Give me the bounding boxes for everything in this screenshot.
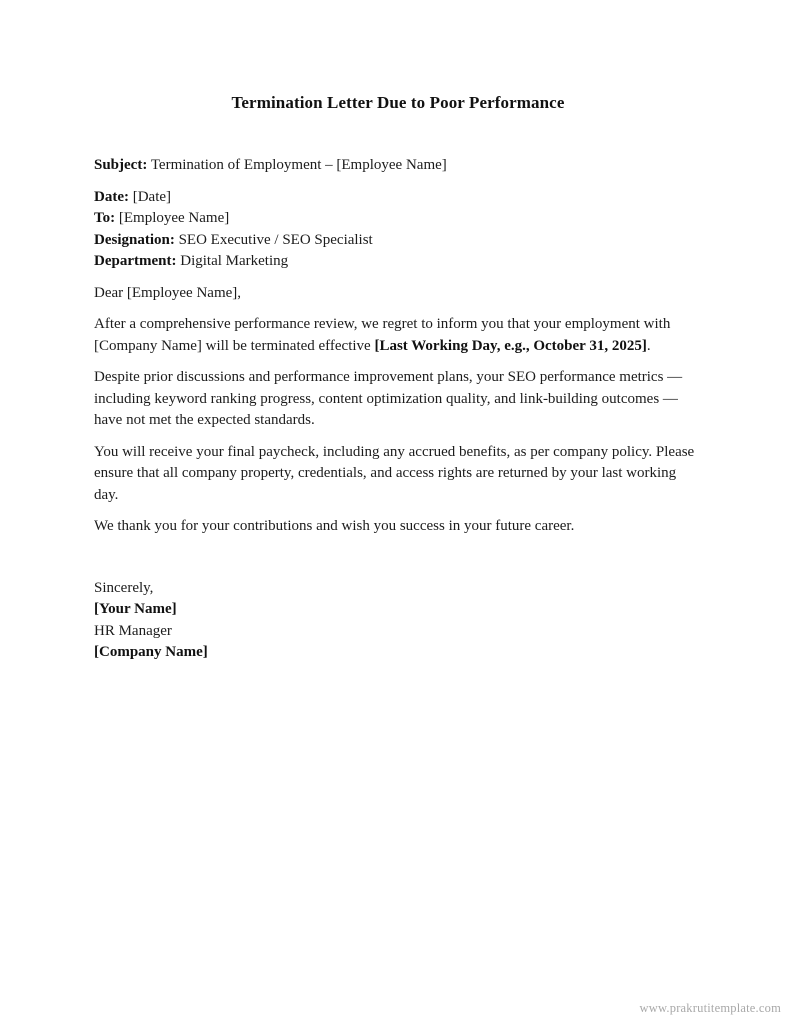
- meta-block: [94, 187, 702, 273]
- signature-company: [Company Name]: [94, 644, 208, 660]
- signature-closing: Sincerely,: [94, 579, 154, 596]
- paragraph-performance: Despite prior discussions and performance improvement plans, your SEO performance metrics — including keyword ranking progress, content optimization quality, and link-building outcomes — have not met the expected standards.: [94, 369, 683, 428]
- footer-url: www.prakrutitemplate.com: [639, 1001, 781, 1015]
- paragraph-termination: [94, 314, 702, 357]
- letter-content: [94, 0, 702, 664]
- subject-line: [94, 155, 702, 177]
- last-working-day-bold: [Last Working Day, e.g., October 31, 2025]: [374, 337, 647, 354]
- to-value: [Employee Name]: [118, 210, 230, 226]
- letter-title: Termination Letter Due to Poor Performance: [231, 93, 565, 112]
- designation-line: [94, 230, 702, 252]
- paragraph-termination-period: .: [646, 337, 651, 354]
- subject-label: Subject:: [94, 157, 148, 173]
- date-label: Date:: [94, 188, 129, 205]
- to-line: [94, 208, 702, 230]
- paragraph-paycheck: You will receive your final paycheck, including any accrued benefits, as per company policy. Please ensure that all company property, credentials, and access rights are returned by your last working day.: [94, 443, 695, 503]
- department-line: [94, 251, 702, 273]
- signature-name: [Your Name]: [94, 601, 177, 617]
- to-label: To:: [94, 210, 116, 226]
- date-line: [94, 187, 702, 209]
- signature-block: [94, 578, 702, 664]
- department-value: Digital Marketing: [180, 253, 289, 269]
- designation-value: SEO Executive / SEO Specialist: [178, 231, 373, 248]
- paragraph-thanks: We thank you for your contributions and wish you success in your future career.: [94, 518, 575, 534]
- designation-label: Designation:: [94, 231, 175, 248]
- greeting-line: Dear [Employee Name],: [94, 284, 242, 301]
- subject-value: Termination of Employment – [Employee Name]: [150, 157, 447, 173]
- signature-role: HR Manager: [94, 622, 172, 639]
- date-value: [Date]: [132, 188, 172, 205]
- department-label: Department:: [94, 253, 177, 269]
- paragraph-termination-text: After a comprehensive performance review, we regret to inform you that your employment with [Company Name] will be terminated effective: [94, 316, 671, 354]
